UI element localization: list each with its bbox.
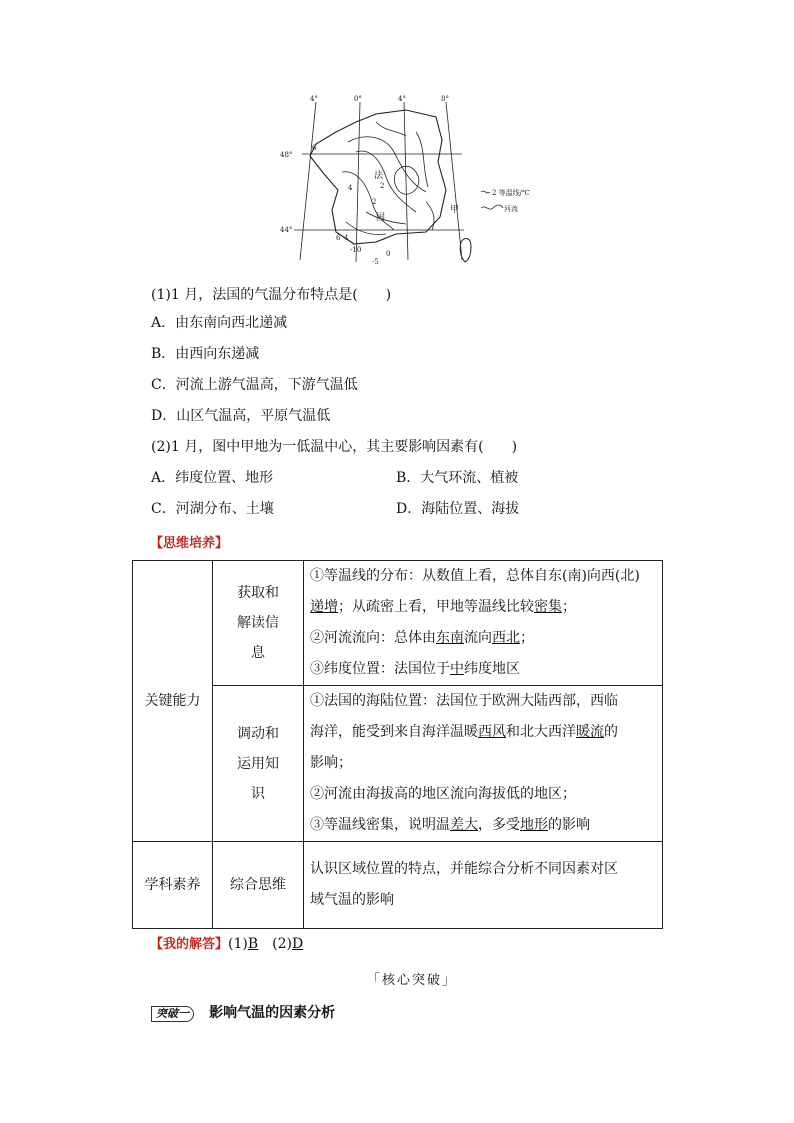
knowledge-line-1: ①法国的海陆位置：法国位于欧洲大陆西部，西临	[310, 693, 618, 709]
underlined-text: 西北	[492, 630, 520, 646]
key-ability-cell	[133, 561, 213, 842]
answer-part: (2)	[272, 936, 292, 952]
knowledge-line-4: ②河流由海拔高的地区流向海拔低的地区；	[310, 786, 576, 802]
info-text: 流向	[464, 630, 492, 646]
literacy-cell	[133, 842, 213, 929]
isotherm-value: 6	[336, 234, 341, 242]
info-label: 获取和解读信息	[237, 585, 279, 661]
knowledge-label: 调动和运用知识	[237, 725, 279, 802]
isotherm-value: 6	[312, 144, 317, 152]
isotherm-value: -5	[372, 258, 379, 266]
q2-option-d: D．海陆位置、海拔	[396, 501, 520, 517]
info-line-1: ①等温线的分布：从数值上看，总体自东(南)向西(北)	[310, 568, 640, 584]
knowledge-line-2	[310, 717, 658, 748]
q2-option-a: A．纬度位置、地形	[151, 470, 274, 486]
literacy-line-1: 认识区域位置的特点，并能综合分析不同因素对区	[310, 861, 618, 877]
answer-part: (1)	[228, 936, 248, 952]
underlined-text: 密集	[534, 599, 562, 615]
synthesis-label-cell	[213, 842, 304, 929]
isotherm-value: 4	[348, 184, 353, 192]
lat-label: 48°	[280, 151, 293, 159]
knowledge-line-5	[310, 810, 658, 841]
map-legend	[481, 188, 530, 213]
thinking-table	[132, 560, 663, 929]
info-line-3	[310, 623, 658, 654]
place-label: 法	[374, 171, 384, 181]
info-text: ；	[520, 630, 534, 646]
lon-label: 8°	[441, 95, 449, 103]
knowledge-text: 的	[604, 724, 618, 740]
underlined-text: 中	[450, 661, 464, 677]
table-row	[133, 842, 663, 929]
underlined-text: 西风	[478, 724, 506, 740]
answer-1: B	[247, 936, 259, 952]
literacy-line-2: 域气温的影响	[310, 892, 394, 908]
underlined-text: 递增	[310, 599, 338, 615]
knowledge-text: ③等温线密集，说明温	[310, 817, 450, 833]
knowledge-content-cell	[304, 686, 663, 842]
underlined-text: 东南	[436, 630, 464, 646]
subsection-heading	[151, 1002, 335, 1022]
q1-option-a: A．由东南向西北递减	[151, 315, 288, 331]
isotherm-legend-icon	[481, 191, 490, 193]
knowledge-line-3: 影响；	[310, 755, 352, 771]
info-text: ；从疏密上看，甲地等温线比较	[338, 599, 534, 615]
knowledge-label-cell	[213, 686, 304, 842]
isotherm-value: 4	[344, 234, 349, 242]
place-label: 国	[376, 213, 386, 223]
my-answer	[150, 933, 303, 952]
q1-option-d: D．山区气温高，平原气温低	[151, 408, 331, 424]
info-text: ②河流流向：总体由	[310, 630, 436, 646]
info-line-2	[310, 592, 658, 623]
place-label: 甲	[450, 205, 460, 215]
info-content-cell	[304, 561, 663, 686]
info-line-4	[310, 654, 658, 685]
literacy-label: 学科素养	[144, 876, 201, 893]
france-isotherm-map	[276, 92, 566, 272]
lon-label: 0°	[354, 95, 362, 103]
underlined-text: 暖流	[576, 724, 604, 740]
underlined-text: 地形	[520, 817, 548, 833]
info-text: ③纬度位置：法国位于	[310, 661, 450, 677]
question-2-stem: (2)1 月，图中甲地为一低温中心，其主要影响因素有( )	[151, 439, 518, 455]
info-text: ；	[562, 599, 576, 615]
literacy-content-cell	[304, 842, 663, 929]
isotherm-value: -10	[350, 246, 362, 254]
synthesis-label: 综合思维	[230, 877, 286, 893]
table-row	[133, 561, 663, 686]
q2-option-b: B．大气环流、植被	[396, 470, 519, 486]
answer-2: D	[292, 936, 304, 952]
legend-river-text: 河流	[504, 205, 518, 213]
info-text: 纬度地区	[464, 661, 520, 677]
knowledge-text: 和北大西洋	[506, 724, 576, 740]
q1-option-b: B．由西向东递减	[151, 346, 260, 362]
table-row	[133, 686, 663, 842]
question-1-stem: (1)1 月，法国的气温分布特点是( )	[151, 287, 392, 303]
key-ability-label: 关键能力	[144, 692, 201, 709]
river-legend-icon	[481, 205, 503, 209]
subsection-title: 影响气温的因素分析	[209, 1005, 336, 1021]
info-label-cell	[213, 561, 304, 686]
lon-label: 4°	[310, 95, 318, 103]
isotherm-value: 2	[380, 182, 385, 190]
breakthrough-badge: 突破一	[151, 1006, 194, 1022]
answer-label: 【我的解答】	[150, 937, 229, 952]
lat-label: 44°	[280, 226, 293, 234]
thinking-header: 【思维培养】	[150, 536, 229, 551]
underlined-text: 差大	[450, 817, 478, 833]
q2-option-c: C．河湖分布、土壤	[151, 501, 274, 517]
isotherm-value: 2	[372, 198, 377, 206]
section-title: 「核心突破」	[367, 973, 458, 988]
map-svg	[276, 92, 566, 272]
isotherm-value: 0	[386, 250, 391, 258]
knowledge-text: 的影响	[548, 817, 590, 833]
q1-option-c: C．河流上游气温高，下游气温低	[151, 377, 358, 393]
knowledge-text: ，多受	[478, 817, 520, 833]
knowledge-text: 海洋，能受到来自海洋温暖	[310, 724, 478, 740]
lon-label: 4°	[398, 95, 406, 103]
legend-isotherm-text: 2 等温线/℃	[492, 189, 530, 197]
